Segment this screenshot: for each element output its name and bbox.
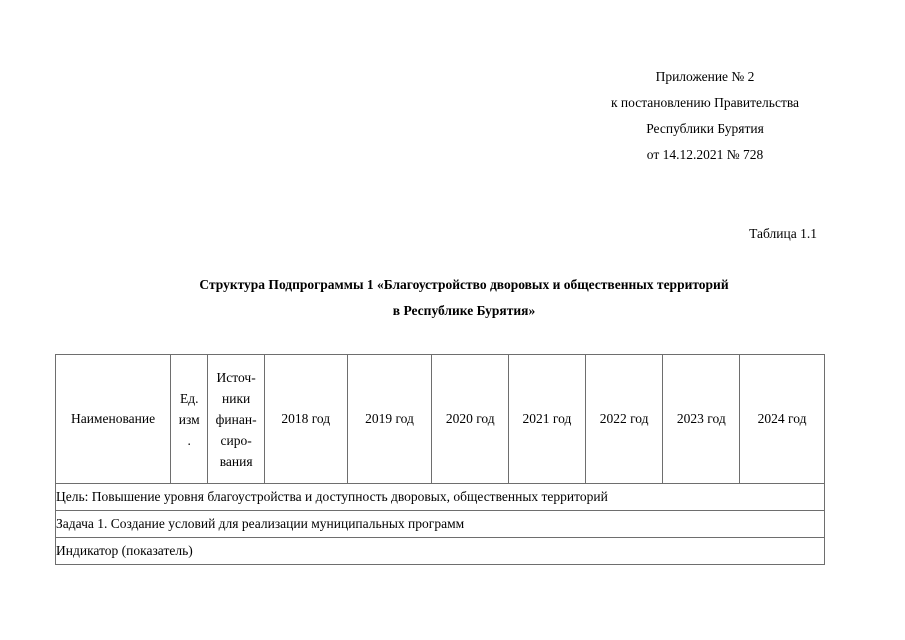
header-name: Наименование	[56, 355, 171, 484]
header-unit-line: изм	[178, 411, 200, 427]
header-year-2021: 2021 год	[509, 355, 586, 484]
table-number: Таблица 1.1	[749, 226, 817, 241]
header-year-2023: 2023 год	[663, 355, 740, 484]
subprogram-structure-table	[55, 354, 825, 565]
table-header-row	[56, 355, 825, 484]
task-row-text: Задача 1. Создание условий для реализации муниципальных программ	[56, 511, 825, 538]
header-unit	[171, 355, 208, 484]
header-unit-line: Ед.	[179, 390, 199, 406]
header-year-2024: 2024 год	[740, 355, 825, 484]
title-line-1: Структура Подпрограммы 1 «Благоустройство дворовых и общественных территорий	[199, 277, 729, 292]
title-line-2: в Республике Бурятия»	[392, 303, 536, 318]
header-year-2020: 2020 год	[432, 355, 509, 484]
appendix-header	[560, 64, 850, 168]
header-source-line: Источ-	[216, 369, 256, 385]
appendix-date: от 14.12.2021 № 728	[646, 147, 764, 162]
header-year-2022: 2022 год	[585, 355, 663, 484]
header-unit-line: .	[187, 432, 191, 448]
header-source-line: сиро-	[220, 432, 252, 448]
header-source-line: вания	[219, 453, 253, 469]
indicator-row-text: Индикатор (показатель)	[56, 538, 825, 565]
appendix-number: Приложение № 2	[655, 69, 755, 84]
header-funding-source	[208, 355, 265, 484]
appendix-decree-ref: к постановлению Правительства	[610, 95, 800, 110]
header-year-2019: 2019 год	[347, 355, 432, 484]
goal-row-text: Цель: Повышение уровня благоустройства и доступность дворовых, общественных территорий	[56, 484, 825, 511]
table-row	[56, 484, 825, 511]
table-row	[56, 511, 825, 538]
appendix-republic: Республики Бурятия	[646, 121, 764, 136]
header-source-line: ники	[222, 390, 251, 406]
header-source-line: финан-	[215, 411, 257, 427]
header-year-2018: 2018 год	[264, 355, 347, 484]
table-row	[56, 538, 825, 565]
document-title	[0, 272, 905, 324]
